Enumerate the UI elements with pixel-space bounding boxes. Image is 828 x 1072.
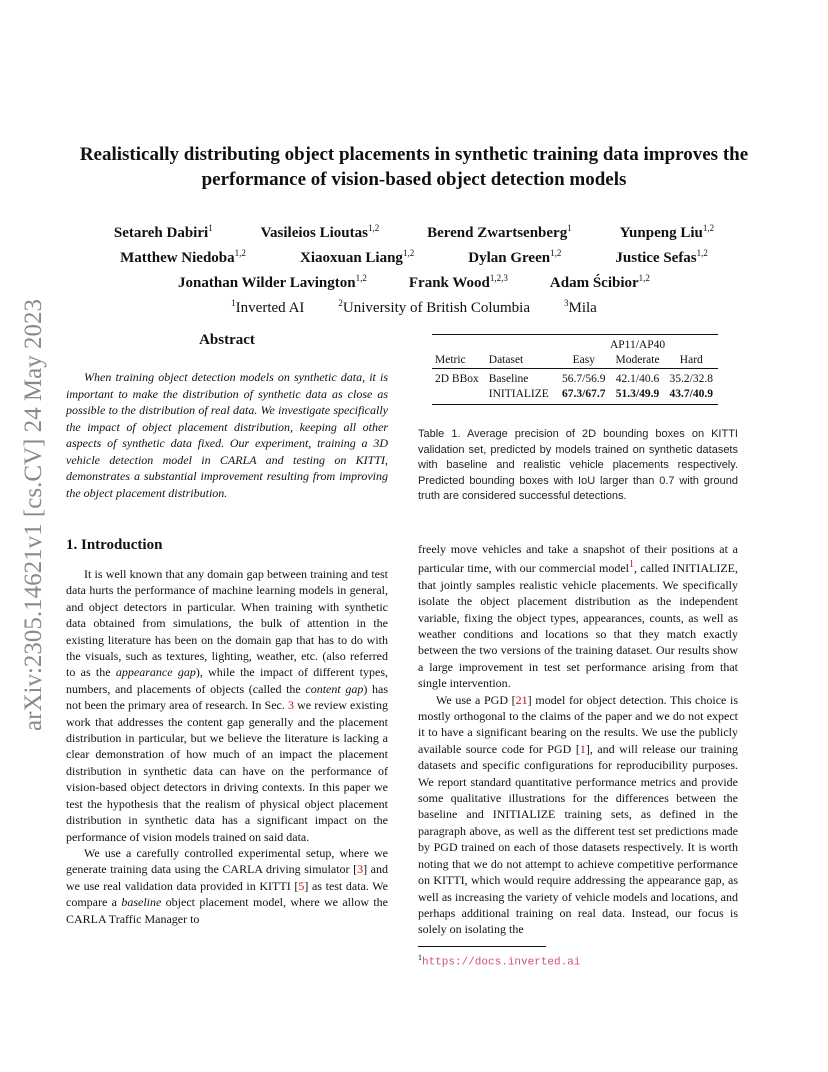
author-name: Setareh Dabiri$^1$ bbox=[113, 223, 213, 241]
column-header: Moderate bbox=[610, 353, 664, 369]
footnote-url-link[interactable]: https://docs.inverted.ai bbox=[422, 956, 581, 969]
paper-title: Realistically distributing object placements in synthetic training data improves the performance of vision-based object detection models bbox=[79, 144, 749, 190]
abstract-heading: Abstract bbox=[199, 332, 255, 348]
citation-link[interactable]: 3 bbox=[357, 862, 364, 877]
right-paragraph-1: freely move vehicles and take a snapshot of their positions at a particular time, with our commercial model$^1$, called INITIALIZE, that jointly samples realistic vehicle placements. We specifically isolate the object placement distribution as the independent variable, fixing the object types, appearances, counts, as well as weather conditions and locations so that they match exactly between the two versions of the training dataset. Our results show a large improvement in test set performance arising from that single intervention. bbox=[418, 541, 738, 691]
author-name: Justice Sefas$^{1,2}$ bbox=[615, 248, 708, 266]
section-ref-link[interactable]: 3 bbox=[287, 698, 294, 713]
left-column bbox=[66, 330, 388, 927]
author-name: Jonathan Wilder Lavington$^{1,2}$ bbox=[178, 273, 367, 291]
table-row bbox=[432, 369, 718, 388]
table-cell: Baseline bbox=[488, 373, 529, 385]
table-header-row bbox=[432, 353, 718, 369]
introduction-heading: 1. Introduction bbox=[66, 537, 163, 553]
author-name: Vasileios Lioutas$^{1,2}$ bbox=[260, 223, 380, 241]
right-column bbox=[418, 330, 738, 969]
table-row bbox=[432, 387, 718, 405]
author-line-3 bbox=[66, 268, 762, 293]
author-block bbox=[66, 218, 762, 318]
table-cell bbox=[432, 387, 486, 405]
author-name: Frank Wood$^{1,2,3}$ bbox=[408, 273, 508, 291]
table-cell: INITIALIZE bbox=[486, 387, 557, 405]
footnote: $^1$https://docs.inverted.ai bbox=[418, 952, 581, 969]
table-cell: 42.1/40.6 bbox=[615, 373, 660, 385]
group-header: AP11/AP40 bbox=[557, 335, 718, 354]
affiliation: $^1$Inverted AI bbox=[231, 298, 305, 316]
right-body-text bbox=[418, 541, 738, 969]
table-cell: 67.3/67.7 bbox=[557, 387, 610, 405]
table-cell: 2D BBox bbox=[435, 373, 479, 385]
table-cell: 56.7/56.9 bbox=[562, 373, 606, 385]
author-line-2 bbox=[66, 243, 762, 268]
arxiv-identifier bbox=[18, 270, 50, 760]
author-name: Dylan Green$^{1,2}$ bbox=[468, 248, 562, 266]
results-table bbox=[432, 334, 718, 405]
right-paragraph-2: We use a PGD [21] model for object detection. This choice is mostly orthogonal to the claims of the paper and we do not expect it to have a significant bearing on the results. We use the publicly available source code for PGD [1], and will release our training datasets and specific configurations for reproducibility purposes. We report standard quantitative performance metrics and provide some qualitative illustrations for the differences between the baseline and INITIALIZE training sets, as defined in the paragraph above, as well as the different test set predictions made by PGD trained on each of those datasets respectively. It is worth noting that we do not attempt to achieve competitive performance on KITTI, which would require addressing the appearance gap, as well as increasing the variety of vehicle models and locations, and perhaps additional training on real data. Instead, our focus is solely on isolating the bbox=[418, 692, 739, 937]
column-header: Dataset bbox=[486, 353, 557, 369]
citation-link[interactable]: 1 bbox=[579, 741, 586, 756]
footnote-link[interactable]: 1 bbox=[629, 559, 635, 571]
intro-paragraph-2: We use a carefully controlled experimental setup, where we generate training data using the CARLA driving simulator [3] and we use real validation data provided in KITTI [5] as test data. We compare a baseline object placement model, where we allow the CARLA Traffic Manager to bbox=[66, 845, 389, 926]
table-caption: Table 1. Average precision of 2D bounding boxes on KITTI validation set, predicted by models trained on synthetic datasets with baseline and realistic vehicle placements respectively. Predicted bounding boxes with IoU larger than 0.7 with ground truth are considered successful detections. bbox=[418, 428, 738, 503]
author-line-1 bbox=[66, 218, 762, 243]
affiliations bbox=[66, 293, 762, 318]
column-header: Easy bbox=[557, 353, 610, 369]
author-name: Xiaoxuan Liang$^{1,2}$ bbox=[299, 248, 415, 266]
table-cell: 43.7/40.9 bbox=[665, 387, 718, 405]
column-header: Metric bbox=[432, 353, 486, 369]
table-cell: 51.3/49.9 bbox=[610, 387, 664, 405]
author-name: Berend Zwartsenberg$^1$ bbox=[427, 223, 572, 241]
footnote-divider bbox=[418, 946, 546, 947]
abstract-text: When training object detection models on synthetic data, it is important to make the distribution of synthetic data as close as possible to the distribution of real data. We investigate specifically the impact of object placement distribution, keeping all other aspects of synthetic data fixed. Our experiment, training a 3D vehicle detection model in CARLA and testing on KITTI, demonstrates a substantial improvement resulting from improving the object placement distribution. bbox=[66, 370, 388, 500]
intro-paragraph-1: It is well known that any domain gap between training and test data hurts the performance of machine learning models in general, and object detectors in particular. When training with synthetic data obtained from simulations, the bulk of attention in the existing literature has been on the domain gap that has to do with the visuals, such as textures, lighting, weather, etc. (also referred to as the appearance gap), while the impact of different types, numbers, and placements of objects (called the content gap) has not been the primary area of research. In Sec. 3 we review existing work that addresses the content gap generally and the placement distribution in particular, but we believe the literature is lacking a clear demonstration of how much of an impact the placement distribution in synthetic data can have on the performance of vision-based object detectors in driving contexts. In this paper we test the hypothesis that the realism of physical object placement distribution in synthetic data has a significant impact on the performance of vision models trained on said data. bbox=[66, 567, 389, 844]
author-name: Yunpeng Liu$^{1,2}$ bbox=[619, 223, 715, 241]
arxiv-identifier-text: arXiv:2305.14621v1 [cs.CV] 24 May 2023 bbox=[20, 299, 47, 731]
author-name: Adam Ścibior$^{1,2}$ bbox=[549, 273, 650, 291]
citation-link[interactable]: 21 bbox=[515, 692, 528, 707]
affiliation: $^3$Mila bbox=[563, 298, 597, 316]
column-header: Hard bbox=[665, 353, 718, 369]
affiliation: $^2$University of British Columbia bbox=[338, 298, 530, 316]
author-name: Matthew Niedoba$^{1,2}$ bbox=[120, 248, 246, 266]
citation-link[interactable]: 5 bbox=[298, 878, 305, 893]
table-group-header-row bbox=[432, 335, 718, 354]
table-cell: 35.2/32.8 bbox=[669, 373, 713, 385]
